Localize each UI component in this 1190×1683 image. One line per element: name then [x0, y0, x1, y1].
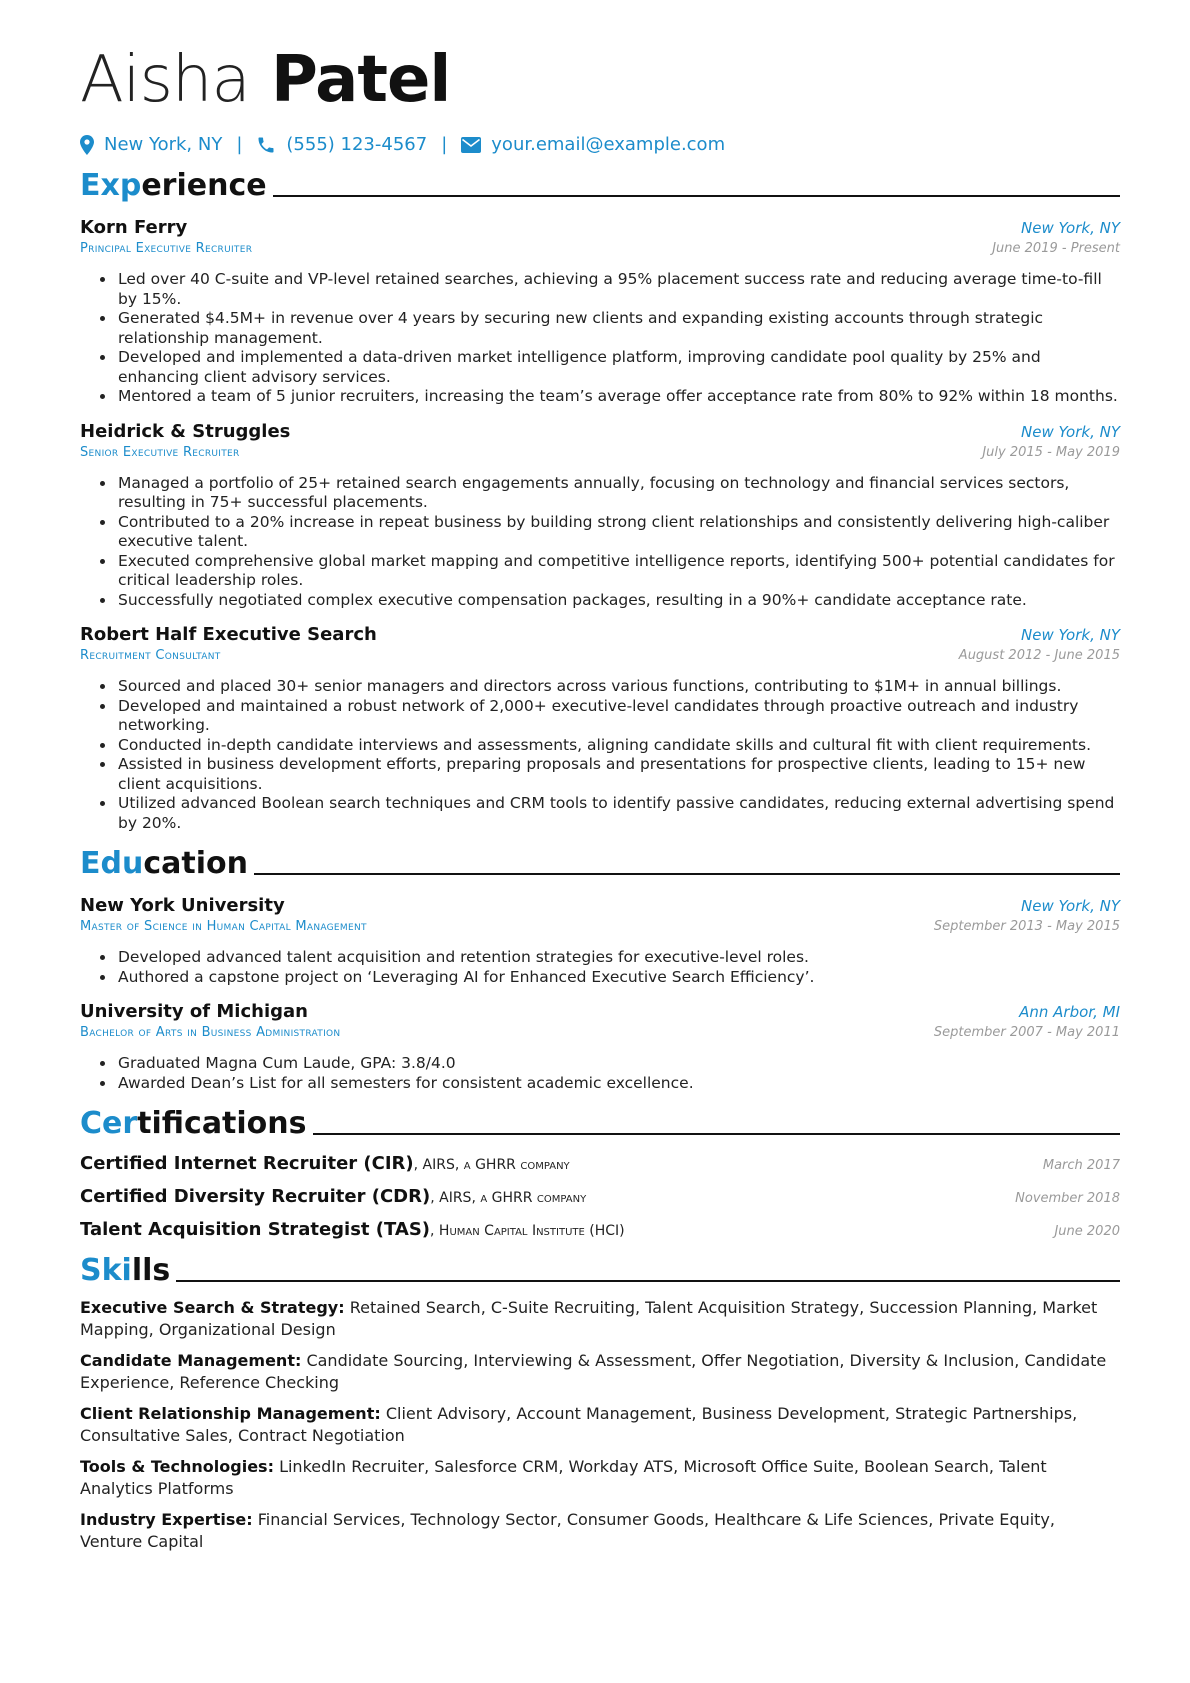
skill-group — [80, 1456, 1120, 1500]
experience-entry — [80, 217, 1120, 407]
certification-item — [80, 1153, 1120, 1174]
skill-label: Client Relationship Management: — [80, 1404, 381, 1423]
list-item: • Authored a capstone project on ‘Leveraging AI for Enhanced Executive Search Efficiency’. — [116, 968, 1120, 988]
first-name: Aisha — [80, 43, 250, 117]
entry-location: Ann Arbor, MI — [1019, 1003, 1120, 1021]
last-name: Patel — [270, 43, 451, 117]
skill-values: Client Advisory, Account Management, Business Development, Strategic Partnerships, Consultative Sales, Contract Negotiation — [80, 1404, 1078, 1445]
list-item: • Generated $4.5M+ in revenue over 4 years by securing new clients and expanding existing accounts through strategic relationship management. — [116, 309, 1120, 348]
list-item: • Graduated Magna Cum Laude, GPA: 3.8/4.0 — [116, 1054, 1120, 1074]
certification-date: March 2017 — [1042, 1158, 1120, 1173]
list-item: • Successfully negotiated complex executive compensation packages, resulting in a 90%+ candidate acceptance rate. — [116, 591, 1120, 611]
map-pin-icon — [80, 135, 94, 155]
entry-dates: August 2012 - June 2015 — [958, 648, 1120, 663]
skills-section-heading — [80, 1254, 1120, 1288]
list-item: • Conducted in-depth candidate interviews and assessments, aligning candidate skills and cultural fit with client requirements. — [116, 736, 1120, 756]
contact-location — [80, 134, 222, 155]
skill-label: Executive Search & Strategy: — [80, 1298, 345, 1317]
bullet-list — [80, 948, 1120, 987]
phone-icon — [256, 135, 276, 155]
bullet-list — [80, 270, 1120, 407]
list-item: • Awarded Dean’s List for all semesters for consistent academic excellence. — [116, 1074, 1120, 1094]
skills-heading: Skills — [80, 1253, 171, 1288]
skill-group — [80, 1509, 1120, 1553]
list-item: • Led over 40 C-suite and VP-level retained searches, achieving a 95% placement success rate and reducing average time-to-fill by 15%. — [116, 270, 1120, 309]
skill-group — [80, 1350, 1120, 1394]
contact-email[interactable] — [461, 134, 725, 155]
list-item: • Managed a portfolio of 25+ retained search engagements annually, focusing on technology and financial services sectors, resulting in 75+ successful placements. — [116, 474, 1120, 513]
bullet-list — [80, 474, 1120, 611]
entry-location: New York, NY — [1021, 897, 1120, 915]
list-item: • Developed advanced talent acquisition and retention strategies for executive-level roles. — [116, 948, 1120, 968]
certification-issuer: , AIRS, a GHRR company — [413, 1157, 570, 1173]
location-text: New York, NY — [104, 134, 223, 155]
entry-dates: September 2013 - May 2015 — [933, 919, 1120, 934]
candidate-name — [80, 40, 1120, 120]
education-heading: Education — [80, 846, 248, 881]
list-item: • Developed and maintained a robust network of 2,000+ executive-level candidates through proactive outreach and industry networking. — [116, 697, 1120, 736]
experience-section-heading — [80, 169, 1120, 203]
job-title: Recruitment Consultant — [80, 648, 221, 663]
education-entry — [80, 895, 1120, 987]
email-text: your.email@example.com — [491, 134, 726, 155]
skill-values: Retained Search, C-Suite Recruiting, Talent Acquisition Strategy, Succession Planning, Market Mapping, Organizational Design — [80, 1298, 1098, 1339]
degree-title: Master of Science in Human Capital Management — [80, 919, 367, 934]
resume-page — [80, 40, 1120, 1553]
certification-item — [80, 1219, 1120, 1240]
contact-separator: | — [236, 134, 243, 155]
certification-issuer: , AIRS, a GHRR company — [430, 1190, 587, 1206]
section-rule — [313, 1133, 1120, 1135]
section-rule — [273, 195, 1120, 197]
certification-name: Certified Diversity Recruiter (CDR) — [80, 1186, 431, 1207]
skill-label: Candidate Management: — [80, 1351, 302, 1370]
list-item: • Sourced and placed 30+ senior managers and directors across various functions, contributing to $1M+ in annual billings. — [116, 677, 1120, 697]
section-rule — [176, 1280, 1120, 1282]
company-name: Robert Half Executive Search — [80, 624, 377, 645]
skill-values: Candidate Sourcing, Interviewing & Assessment, Offer Negotiation, Diversity & Inclusion, Candidate Experience, Reference Checking — [80, 1351, 1107, 1392]
entry-location: New York, NY — [1021, 626, 1120, 644]
skill-label: Industry Expertise: — [80, 1510, 253, 1529]
experience-entry — [80, 421, 1120, 611]
company-name: Heidrick & Struggles — [80, 420, 291, 442]
envelope-icon — [461, 137, 481, 153]
certification-name: Talent Acquisition Strategist (TAS) — [80, 1219, 431, 1240]
list-item: • Contributed to a 20% increase in repeat business by building strong client relationships and consistently delivering high-caliber executive talent. — [116, 513, 1120, 552]
section-rule — [254, 873, 1120, 875]
certification-name: Certified Internet Recruiter (CIR) — [80, 1153, 414, 1174]
contact-separator: | — [441, 134, 448, 155]
experience-entry — [80, 624, 1120, 833]
degree-title: Bachelor of Arts in Business Administration — [80, 1025, 341, 1040]
job-title: Principal Executive Recruiter — [80, 241, 253, 256]
school-name: University of Michigan — [80, 1001, 308, 1022]
skill-values: Financial Services, Technology Sector, Consumer Goods, Healthcare & Life Sciences, Private Equity, Venture Capital — [80, 1510, 1055, 1551]
certifications-section-heading — [80, 1107, 1120, 1141]
phone-text: (555) 123-4567 — [286, 134, 428, 155]
company-name: Korn Ferry — [80, 217, 188, 238]
certification-date: November 2018 — [1015, 1191, 1120, 1206]
list-item: • Mentored a team of 5 junior recruiters, increasing the team’s average offer acceptance rate from 80% to 92% within 18 months. — [116, 387, 1120, 407]
list-item: • Utilized advanced Boolean search techniques and CRM tools to identify passive candidates, reducing external advertising spend by 20%. — [116, 794, 1120, 833]
certification-issuer: , Human Capital Institute (HCI) — [430, 1223, 625, 1239]
entry-dates: June 2019 - Present — [992, 241, 1120, 256]
bullet-list — [80, 1054, 1120, 1093]
list-item: • Assisted in business development efforts, preparing proposals and presentations for prospective clients, leading to 15+ new client acquisitions. — [116, 755, 1120, 794]
list-item: • Executed comprehensive global market mapping and competitive intelligence reports, identifying 500+ potential candidates for critical leadership roles. — [116, 552, 1120, 591]
contact-bar — [80, 134, 1120, 155]
skill-label: Tools & Technologies: — [80, 1457, 274, 1476]
certifications-heading: Certifications — [80, 1106, 307, 1141]
skill-group — [80, 1403, 1120, 1447]
entry-dates: July 2015 - May 2019 — [982, 444, 1120, 460]
bullet-list — [80, 677, 1120, 833]
skill-values: LinkedIn Recruiter, Salesforce CRM, Workday ATS, Microsoft Office Suite, Boolean Search, Talent Analytics Platforms — [80, 1457, 1047, 1498]
job-title: Senior Executive Recruiter — [80, 444, 240, 460]
certification-date: June 2020 — [1054, 1224, 1120, 1239]
school-name: New York University — [80, 895, 285, 916]
skill-group — [80, 1297, 1120, 1341]
education-entry — [80, 1001, 1120, 1093]
entry-dates: September 2007 - May 2011 — [933, 1025, 1120, 1040]
list-item: • Developed and implemented a data-driven market intelligence platform, improving candidate pool quality by 25% and enhancing client advisory services. — [116, 348, 1120, 387]
experience-heading: Experience — [80, 168, 267, 203]
entry-location: New York, NY — [1021, 219, 1120, 237]
education-section-heading — [80, 847, 1120, 881]
entry-location: New York, NY — [1021, 422, 1120, 441]
certification-item — [80, 1186, 1120, 1207]
contact-phone[interactable] — [256, 134, 427, 155]
